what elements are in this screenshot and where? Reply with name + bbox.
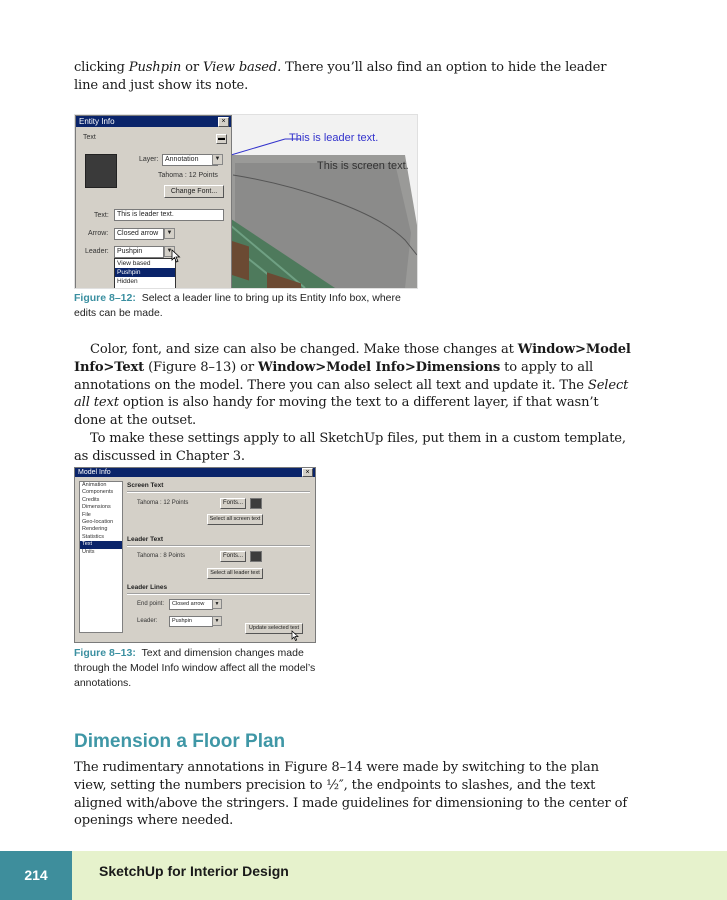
- chevron-down-icon[interactable]: ▼: [164, 246, 175, 257]
- list-item[interactable]: Rendering: [82, 526, 108, 533]
- chevron-down-icon[interactable]: ▼: [212, 599, 222, 609]
- caption-label: Figure 8–13:: [74, 647, 136, 659]
- mouse-cursor-icon: [171, 249, 181, 263]
- leader-lines-header: Leader Lines: [127, 584, 168, 591]
- intro-option-pushpin: Pushpin: [128, 60, 182, 75]
- leader-dropdown-list: [114, 258, 176, 289]
- model-info-titlebar: [75, 468, 315, 477]
- p1-text-e: to apply to all annotations on the model. There you can also select all text and update it. The: [74, 359, 594, 393]
- list-item-selected[interactable]: Text: [80, 541, 122, 548]
- erase-icon[interactable]: ▬: [218, 135, 225, 142]
- leader-select[interactable]: Pushpin: [114, 246, 164, 258]
- screen-color-swatch[interactable]: [250, 498, 262, 509]
- figure-8-12-caption: [74, 291, 414, 321]
- screen-text-header: Screen Text: [127, 482, 164, 489]
- divider: [127, 491, 310, 493]
- list-item[interactable]: File: [82, 511, 91, 518]
- font-info: Tahoma : 12 Points: [158, 172, 218, 179]
- screen-text-annotation: This is screen text.: [317, 160, 409, 172]
- screen-font-info: Tahoma : 12 Points: [137, 500, 189, 506]
- intro-paragraph: [74, 59, 634, 95]
- section-heading: Dimension a Floor Plan: [74, 731, 286, 752]
- leader-type-label: Leader:: [137, 618, 158, 624]
- chevron-down-icon[interactable]: ▼: [212, 616, 222, 626]
- layer-label: Layer:: [139, 156, 159, 163]
- caption-text: Text and dimension changes made through the Model Info window affect all the model’s annotations.: [74, 647, 316, 689]
- leader-line: [231, 139, 285, 155]
- close-button[interactable]: ×: [218, 117, 229, 127]
- select-all-leader-text-button[interactable]: Select all leader text: [207, 568, 263, 579]
- window-title: Entity Info: [79, 117, 115, 126]
- p1-text-a: Color, font, and size can also be changed. Make those changes at: [90, 342, 518, 357]
- page-footer: [0, 851, 727, 900]
- entity-info-titlebar: [76, 116, 231, 127]
- intro-option-view-based: View based.: [203, 60, 282, 75]
- text-preview-swatch: [85, 154, 117, 188]
- section-body: [74, 759, 634, 830]
- p1-menu-path-dimensions: Window>Model Info>Dimensions: [258, 359, 501, 375]
- list-item[interactable]: Geo-location: [82, 519, 114, 526]
- leader-text-header: Leader Text: [127, 536, 164, 543]
- intro-text-a: clicking: [74, 60, 129, 75]
- dropdown-option[interactable]: Hidden: [117, 278, 138, 285]
- caption-label: Figure 8–12:: [74, 292, 136, 304]
- text-label: Text:: [94, 212, 109, 219]
- mouse-cursor-icon: [291, 630, 299, 641]
- paragraph-2: To make these settings apply to all SketchUp files, put them in a custom template, as discussed in Chapter 3.: [74, 430, 626, 464]
- list-item[interactable]: Components: [82, 489, 114, 496]
- model-info-window: [74, 467, 316, 643]
- figure-8-12-image: [74, 114, 418, 289]
- figure-8-13-caption: [74, 646, 319, 691]
- text-input[interactable]: This is leader text.: [114, 209, 224, 221]
- close-button[interactable]: ×: [302, 468, 313, 477]
- dropdown-option[interactable]: View based: [117, 260, 151, 267]
- leader-font-info: Tahoma : 8 Points: [137, 553, 186, 559]
- intro-text-c: There you’ll also find an option to hide the leader line and just show its note.: [74, 60, 607, 93]
- end-point-select[interactable]: Closed arrow: [169, 599, 213, 610]
- page-number: 214: [0, 851, 72, 900]
- section-paragraph: The rudimentary annotations in Figure 8–14 were made by switching to the plan view, setting the numbers precision to ½″, the endpoints to slashes, and the text aligned with/above the stringers. I made guidelines for dimensioning to the center of openings where needed.: [74, 760, 628, 829]
- leader-color-swatch[interactable]: [250, 551, 262, 562]
- leader-text-annotation: This is leader text.: [289, 132, 379, 144]
- end-point-label: End point:: [137, 601, 165, 607]
- arrow-select[interactable]: Closed arrow: [114, 228, 164, 240]
- p1-option-select-all: Select all text: [74, 377, 629, 411]
- intro-text-b: or: [181, 60, 204, 75]
- body-paragraphs: [74, 341, 634, 466]
- entity-info-window: [75, 115, 232, 289]
- p1-menu-path-text: Window>Model Info>Text: [74, 342, 631, 375]
- list-item[interactable]: Animation: [82, 482, 107, 488]
- layer-select[interactable]: Annotation: [162, 154, 218, 166]
- arrow-label: Arrow:: [88, 230, 109, 237]
- window-title: Model Info: [78, 469, 111, 476]
- divider: [127, 593, 310, 595]
- section-label: Text: [83, 134, 96, 141]
- chevron-down-icon[interactable]: ▼: [164, 228, 175, 239]
- list-item[interactable]: Statistics: [82, 533, 105, 540]
- book-title: SketchUp for Interior Design: [99, 863, 289, 879]
- leader-label: Leader:: [85, 248, 109, 255]
- list-item[interactable]: Credits: [82, 496, 100, 503]
- p1-text-g: option is also handy for moving the text to a different layer, if that wasn’t done at the outset.: [74, 395, 599, 429]
- list-item[interactable]: Units: [82, 548, 95, 555]
- caption-text: Select a leader line to bring up its Entity Info box, where edits can be made.: [74, 292, 401, 319]
- select-all-screen-text-button[interactable]: Select all screen text: [207, 514, 263, 525]
- chevron-down-icon[interactable]: ▼: [212, 154, 223, 165]
- paragraph-1: [74, 341, 634, 430]
- leader-fonts-button[interactable]: Fonts...: [220, 551, 246, 562]
- change-font-button[interactable]: Change Font...: [164, 185, 224, 198]
- screen-fonts-button[interactable]: Fonts...: [220, 498, 246, 509]
- leader-type-select[interactable]: Pushpin: [169, 616, 213, 627]
- dropdown-option-selected[interactable]: Pushpin: [115, 268, 175, 277]
- p1-text-c: (Figure 8–13) or: [144, 359, 259, 375]
- list-item[interactable]: Dimensions: [82, 504, 111, 511]
- divider: [127, 545, 310, 547]
- settings-category-list: [79, 481, 123, 633]
- update-selected-text-button[interactable]: Update selected text: [245, 623, 303, 634]
